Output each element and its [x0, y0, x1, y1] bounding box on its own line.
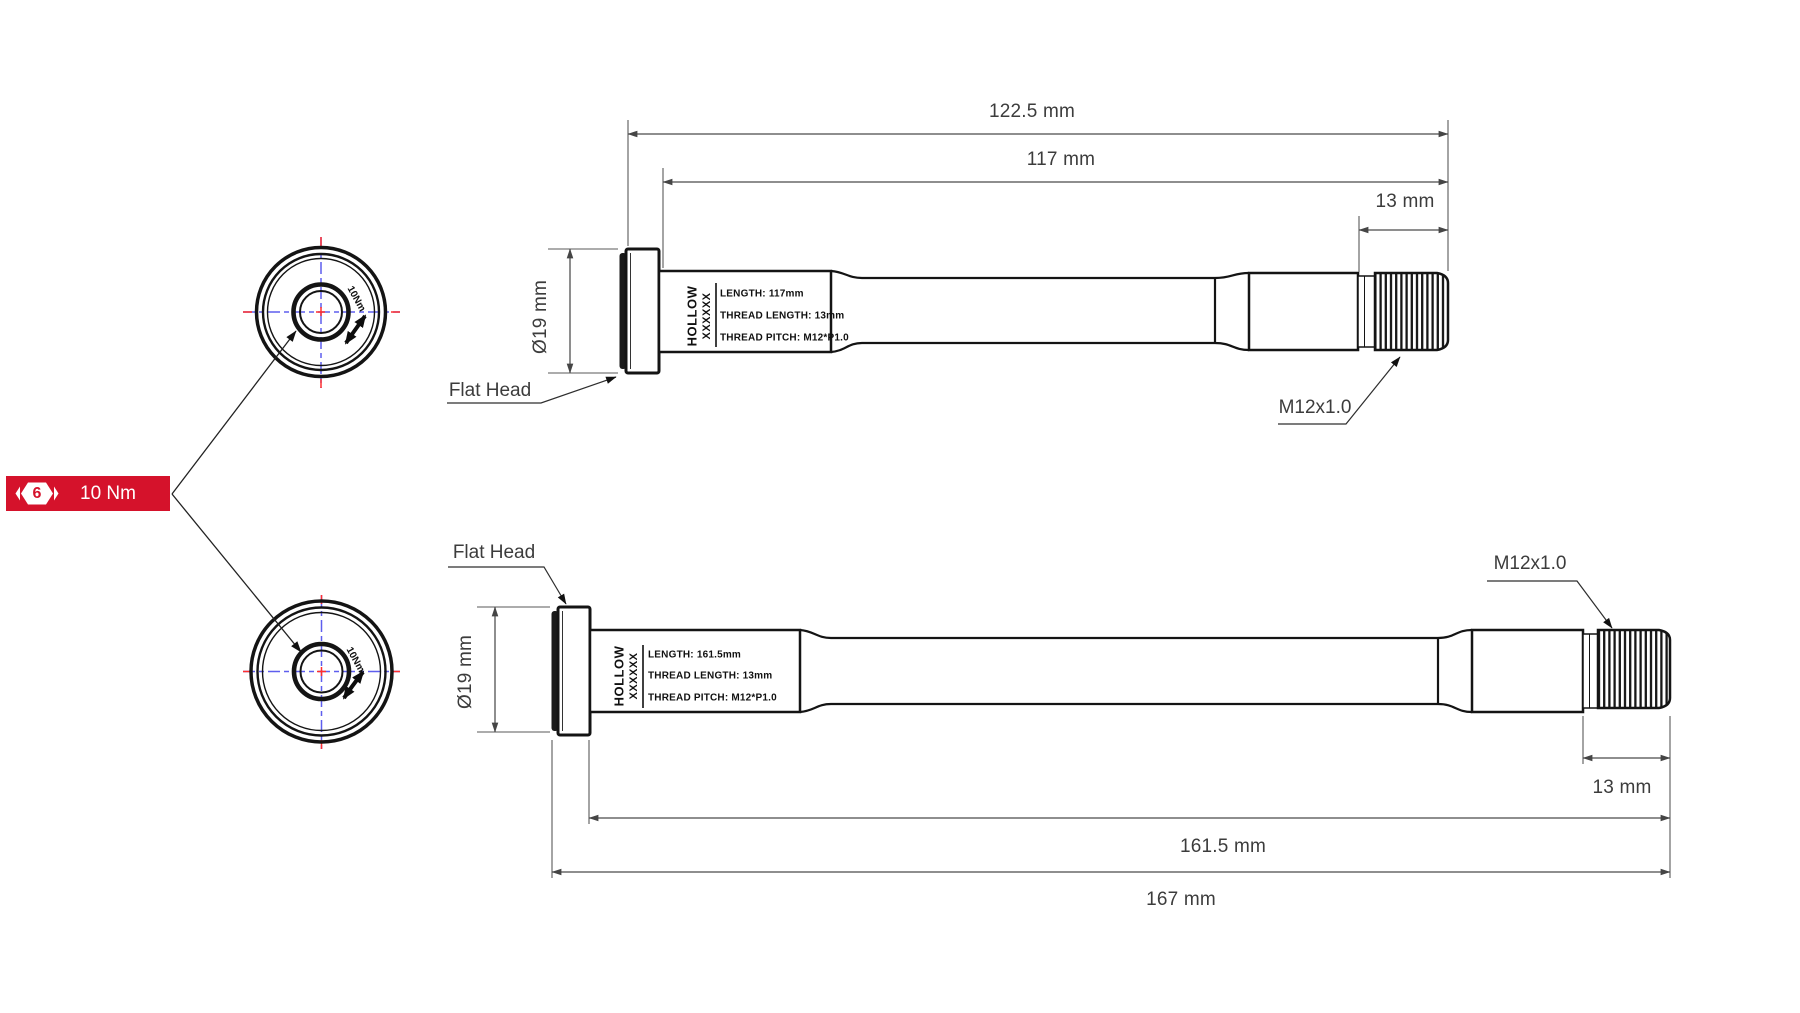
dim-diameter-bottom: Ø19 mm — [455, 634, 476, 710]
flat-head-label-bottom: Flat Head — [452, 542, 536, 563]
engraving-line1-top: LENGTH: 117mm — [720, 288, 804, 300]
engraving-line2-top: THREAD LENGTH: 13mm — [720, 310, 845, 322]
engraving-serial-bottom: XXXXXX — [628, 652, 640, 700]
threads-top — [1375, 273, 1448, 350]
engraving-serial-top: XXXXXX — [701, 292, 713, 340]
dim-shaft-bottom: 161.5 mm — [1179, 836, 1267, 857]
engraving-line3-bottom: THREAD PITCH: M12*P1.0 — [648, 692, 777, 704]
threads-bottom — [1598, 630, 1670, 708]
end-view-bottom — [243, 595, 400, 749]
axle-bottom-dimensions — [448, 567, 1670, 878]
thread-groove-top — [1358, 276, 1375, 347]
flat-head-label-top: Flat Head — [448, 380, 532, 401]
engraving-brand-bottom: HOLLOW — [611, 645, 627, 707]
engraving-brand-top: HOLLOW — [684, 285, 700, 347]
torque-value-label: 10 Nm — [80, 483, 136, 504]
thread-spec-label-bottom: M12x1.0 — [1493, 553, 1567, 574]
dim-thread-top: 13 mm — [1375, 191, 1435, 212]
engraving-line3-top: THREAD PITCH: M12*P1.0 — [720, 332, 849, 344]
engraving-line1-bottom: LENGTH: 161.5mm — [648, 649, 742, 661]
dim-thread-bottom: 13 mm — [1592, 777, 1652, 798]
dim-shaft-top: 117 mm — [1026, 149, 1096, 170]
engraving-line2-bottom: THREAD LENGTH: 13mm — [648, 670, 773, 682]
torque-banner-leaders — [172, 331, 301, 652]
dim-overall-top: 122.5 mm — [988, 101, 1076, 122]
thread-spec-label-top: M12x1.0 — [1278, 397, 1352, 418]
torque-marking-bottom: 10Nm — [343, 645, 367, 675]
end-view-top — [243, 237, 400, 388]
hex-size-number: 6 — [32, 485, 42, 502]
dim-diameter-top: Ø19 mm — [530, 279, 551, 355]
torque-marking-top: 10Nm — [344, 284, 368, 314]
dim-overall-bottom: 167 mm — [1146, 889, 1216, 910]
thread-groove-bottom — [1583, 634, 1598, 708]
